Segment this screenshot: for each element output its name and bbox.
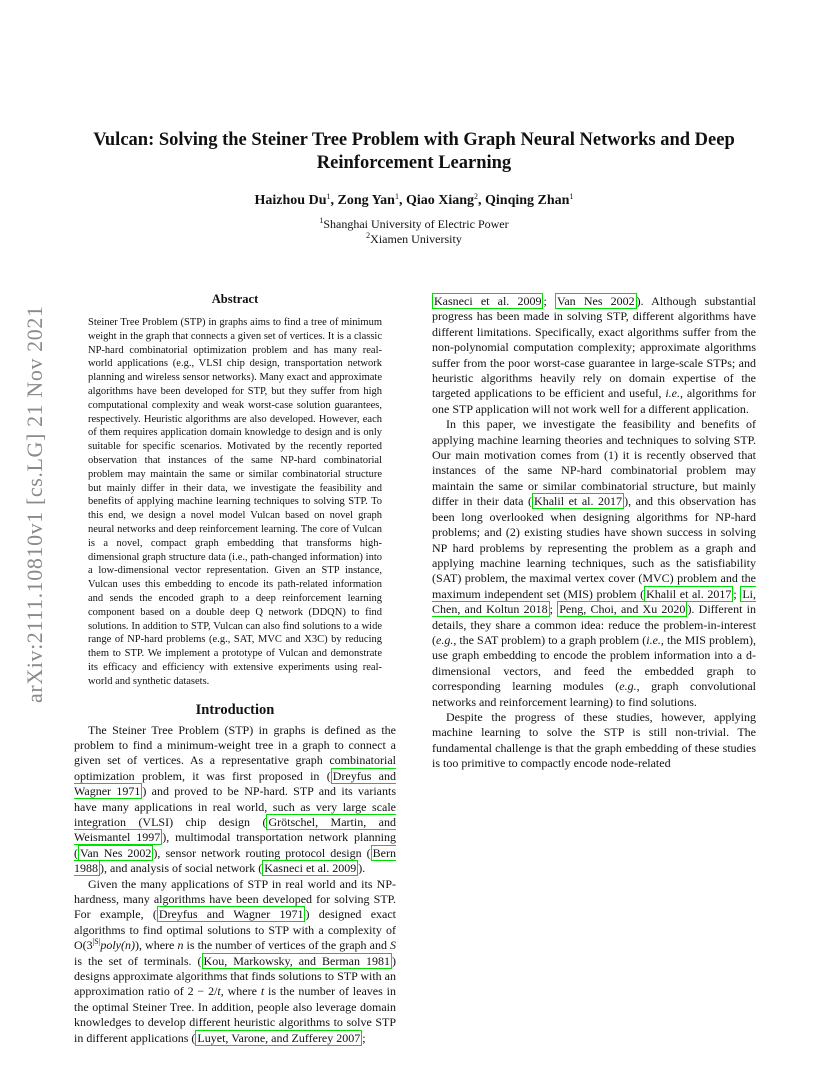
intro-paragraph-4: Despite the progress of these studies, however, applying machine learning to solve the STP is still non-trivial. The fundamental challenge is that the graph embedding of these studies is too primitive to compactly encode node-related: [432, 709, 756, 771]
intro-paragraph-1: The Steiner Tree Problem (STP) in graphs is defined as the problem to find a minimum-weight tree in a graph to connect a given set of vertices. As a representative graph combinatorial optimization problem, it was first proposed in ( Dreyfus and Wagner 1971 ) and proved to be NP-hard. STP and its variants have many applications in real world, such as very large scale integration (VLSI) chip design ( Grötschel, Martin, and Weismantel 1997 ), multimodal transportation network planning ( Van Nes 2002 ), sensor network routing protocol design ( Bern 1988 ), and analysis of social network ( Kasneci et al. 2009 ).: [74, 722, 396, 876]
affiliation: $^2$Xiamen University: [366, 231, 462, 246]
citation-link[interactable]: Grötschel, Martin, and Weismantel 1997: [74, 814, 396, 845]
citation-link[interactable]: Van Nes 2002: [80, 845, 152, 860]
left-column: [74, 292, 396, 1046]
citation-link[interactable]: Khalil et al. 2017: [534, 494, 623, 509]
citation-link[interactable]: Kasneci et al. 2009: [264, 861, 357, 876]
intro-paragraph-2-continued: Kasneci et al. 2009 ; Van Nes 2002 ). Although substantial progress has been made in solving STP, different algorithms have different limitations. Specifically, exact algorithms suffer from the non-polynomial computation complexity; approximate algorithms suffer from the poor worst-case guarantee in large-scale STPs; and heuristic algorithms heavily rely on domain expertise of the targeted applications to be efficient and useful, i.e., algorithms for one STP application will not work well for a different application.: [432, 294, 757, 416]
citation-link[interactable]: Peng, Choi, and Xu 2020: [559, 602, 686, 617]
intro-paragraph-2: Given the many applications of STP in real world and its NP-hardness, many algorithms have been developed for solving STP. For example, ( Dreyfus and Wagner 1971 ) designed exact algorithms to find optimal solutions to STP with a complexity of $O(3^{|S|}poly(n))$, where n is the number of vertices of the graph and S is the set of terminals. ( Kou, Markowsky, and Berman 1981 ) designs approximate algorithms that finds solutions to STP with an approximation ratio of 2 − 2/t, where t is the number of leaves in the optimal Steiner Tree. In addition, people also leverage domain knowledges to develop different heuristic algorithms to solve STP in different applications ( Luyet, Varone, and Zufferey 2007 ;: [74, 876, 397, 1045]
citation-link[interactable]: Kasneci et al. 2009: [434, 294, 542, 308]
paper-title: Vulcan: Solving the Steiner Tree Problem with Graph Neural Networks and Deep Reinforcement Learning: [93, 130, 735, 173]
affiliation: $^1$Shanghai University of Electric Power: [319, 216, 509, 231]
citation-link[interactable]: Luyet, Varone, and Zufferey 2007: [197, 1030, 361, 1045]
citation-link[interactable]: Dreyfus and Wagner 1971: [158, 907, 304, 922]
citation-link[interactable]: Khalil et al. 2017: [646, 586, 732, 601]
intro-paragraph-3: In this paper, we investigate the feasibility and benefits of applying machine learning theories and techniques to solving STP. Our main motivation comes from (1) it is recently observed that instances of the same NP-hard combinatorial problem may maintain the same or similar combinatorial structure, but mainly differ in their data ( Khalil et al. 2017 ), and this observation has been long overlooked when designing algorithms for NP-hard problems; and (2) existing studies have shown success in solving NP hard problems by representing the problem as a graph and applying machine learning techniques, such as the satisfiability (SAT) problem, the maximal vertex cover (MVC) problem and the maximum independent set (MIS) problem ( Khalil et al. 2017 ; Li, Chen, and Koltun 2018 ; Peng, Choi, and Xu 2020 ). Different in details, they share a common idea: reduce the problem-in-interest (e.g., the SAT problem) to a graph problem (i.e., the MIS problem), use graph embedding to encode the problem information into a d-dimensional vectors, and feed the embedded graph to corresponding learning modules (e.g., graph convolutional networks and reinforcement learning) to find solutions.: [432, 417, 756, 709]
introduction-heading: Introduction: [195, 701, 275, 718]
author-name: Qiao Xiang$^2$: [405, 192, 479, 208]
author-name: Haizhou Du$^1$: [254, 192, 331, 208]
abstract-text: Steiner Tree Problem (STP) in graphs aims to find a tree of minimum weight in the graph that connects a given set of vertices. It is a classic NP-hard combinatorial optimization problem and has many real-world applications (e.g., VLSI chip design, transportation network planning and wireless sensor networks). Many exact and approximate algorithms have been developed for STP, but they suffer from high computational complexity and weak worst-case solution guarantees, respectively. Heuristic algorithms are also developed. However, each of them requires application domain knowledge to design and is only suitable for specific scenarios. Motivated by the recently reported observation that instances of the same NP-hard combinatorial problem may maintain the same or similar combinatorial structure but mainly differ in their data, we investigate the feasibility and benefits of applying machine learning techniques to solving STP. To this end, we design a novel model Vulcan based on novel graph neural networks and deep reinforcement learning. The core of Vulcan is a novel, compact graph embedding that transforms high-dimensional graph structure data (i.e., path-changed information) into a low-dimensional vector representation. Given an STP instance, Vulcan uses this embedding to encode its path-related information and sends the encoded graph to a deep reinforcement learning component based on a double deep Q network (DDQN) to find solutions. In addition to STP, Vulcan can also find solutions to a wide range of NP-hard problems (e.g., SAT, MVC and X3C) by reducing them to STP. We implement a prototype of Vulcan and demonstrate its efficacy and efficiency with extensive experiments using real-world and synthetic datasets.: [88, 317, 382, 687]
citation-link[interactable]: Van Nes 2002: [557, 294, 635, 308]
affiliation-list: [60, 217, 768, 247]
arxiv-identifier: arXiv:2111.10810v1 [cs.LG] 21 Nov 2021: [22, 305, 47, 703]
author-list: Haizhou Du$^1$, Zong Yan$^1$, Qiao Xiang$^2$, Qinqing Zhan$^1$: [254, 192, 574, 208]
citation-link[interactable]: Kou, Markowsky, and Berman 1981: [203, 953, 390, 968]
citation-link[interactable]: Bern 1988: [74, 845, 396, 876]
right-column: [432, 294, 756, 772]
abstract-heading: Abstract: [211, 292, 259, 306]
author-name: Qinqing Zhan$^1$: [485, 192, 574, 208]
citation-link[interactable]: Li, Chen, and Koltun 2018: [432, 586, 756, 617]
author-name: Zong Yan$^1$: [337, 192, 399, 208]
citation-link[interactable]: Dreyfus and Wagner 1971: [74, 768, 396, 799]
